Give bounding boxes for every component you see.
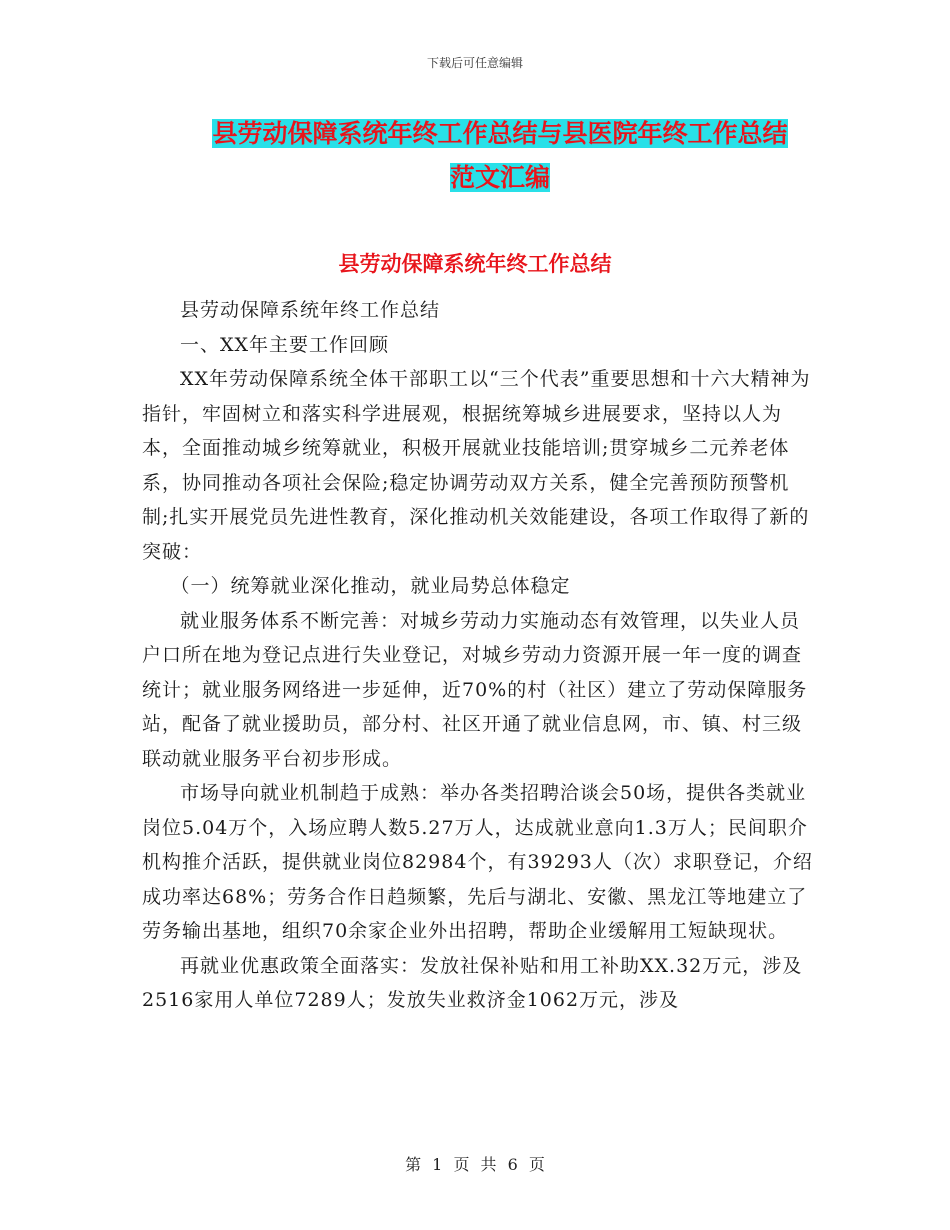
- body-paragraph: 市场导向就业机制趋于成熟：举办各类招聘洽谈会50场，提供各类就业岗位5.04万个，入场应聘人数5.27万人，达成就业意向1.3万人；民间职介机构推介活跃，提供就业岗位82984个，有39293人（次）求职登记，介绍成功率达68%；劳务合作日趋频繁，先后与湖北、安徽、黑龙江等地建立了劳务输出基地，组织70余家企业外出招聘，帮助企业缓解用工短缺现状。: [142, 782, 813, 942]
- body-paragraph: 就业服务体系不断完善：对城乡劳动力实施动态有效管理，以失业人员户口所在地为登记点进行失业登记，对城乡劳动力资源开展一年一度的调查统计；就业服务网络进一步延伸，近70%的村（社区）建立了劳动保障服务站，配备了就业援助员，部分村、社区开通了就业信息网，市、镇、村三级联动就业服务平台初步形成。: [142, 609, 808, 770]
- section-title: 县劳动保障系统年终工作总结: [338, 252, 612, 276]
- document-title-line-2: 范文汇编: [449, 163, 550, 192]
- page-number: 第 1 页 共 6 页: [405, 1155, 545, 1174]
- body-paragraph: 再就业优惠政策全面落实：发放社保补贴和用工补助XX.32万元，涉及2516家用人单位7289人；发放失业救济金1062万元，涉及: [142, 954, 803, 1011]
- body-paragraph: 县劳动保障系统年终工作总结: [180, 299, 441, 321]
- body-paragraph: 一、XX年主要工作回顾: [180, 333, 390, 356]
- body-paragraph: XX年劳动保障系统全体干部职工以“三个代表”重要思想和十六大精神为指针，牢固树立和落实科学进展观，根据统筹城乡进展要求，坚持以人为本，全面推动城乡统筹就业，积极开展就业技能培训;贯穿城乡二元养老体系，协同推动各项社会保险;稳定协调劳动双方关系，健全完善预防预警机制;扎实开展党员先进性教育，深化推动机关效能建设，各项工作取得了新的突破：: [142, 368, 811, 563]
- document-title: [120, 112, 880, 200]
- document-title-line-1: 县劳动保障系统年终工作总结与县医院年终工作总结: [212, 119, 788, 148]
- page-header-note: 下载后可任意编辑: [426, 56, 523, 70]
- document-body: [142, 293, 814, 1018]
- body-subheading: （一）统筹就业深化推动，就业局势总体稳定: [170, 575, 571, 597]
